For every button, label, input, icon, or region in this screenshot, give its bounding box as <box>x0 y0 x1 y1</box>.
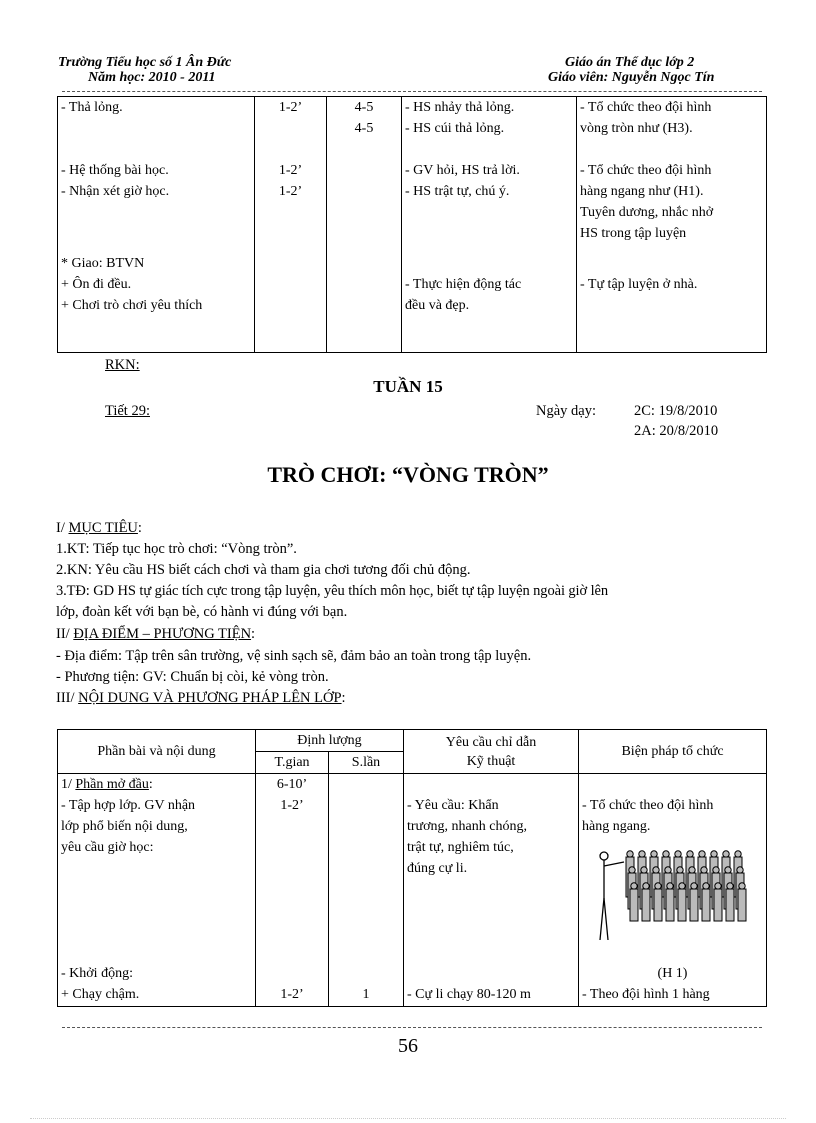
student-head <box>643 883 649 889</box>
student-body <box>714 889 722 921</box>
student-head <box>713 867 719 873</box>
section-place-heading: II/ ĐỊA ĐIỂM – PHƯƠNG TIỆN: <box>56 626 256 642</box>
cont-time-col: 1-2’ 1-2’ 1-2’ <box>255 97 327 353</box>
teacher-figure <box>600 852 624 940</box>
student-head <box>663 851 669 857</box>
student-body <box>678 889 686 921</box>
student-body <box>642 889 650 921</box>
goal-kt: 1.KT: Tiếp tục học trò chơi: “Vòng tròn”. <box>56 541 297 557</box>
student-head <box>701 867 707 873</box>
student-body <box>630 889 638 921</box>
student-head <box>725 867 731 873</box>
student-head <box>655 883 661 889</box>
student-body <box>654 889 662 921</box>
continuation-table <box>57 96 767 353</box>
student-head <box>651 851 657 857</box>
school-year: Năm học: 2010 - 2011 <box>88 70 216 85</box>
student-head <box>711 851 717 857</box>
header-time: T.gian <box>256 752 329 774</box>
student-body <box>702 889 710 921</box>
student-head <box>723 851 729 857</box>
student-head <box>679 883 685 889</box>
page-edge <box>30 1118 786 1119</box>
student-head <box>687 851 693 857</box>
student-head <box>689 867 695 873</box>
header-method: Biện pháp tổ chức <box>579 730 767 774</box>
cont-reps-col: 4-5 4-5 <box>327 97 402 353</box>
student-head <box>675 851 681 857</box>
student-head <box>727 883 733 889</box>
place-location: - Địa điểm: Tập trên sân trường, vệ sinh sạch sẽ, đảm bảo an toàn trong tập luyện. <box>56 648 532 664</box>
teach-date-label: Ngày dạy: <box>536 403 596 419</box>
header-rule <box>62 91 762 92</box>
goal-td: 3.TĐ: GD HS tự giác tích cực trong tập luyện, yêu thích môn học, biết tự tập luyện ngoài giờ lên <box>56 583 608 599</box>
header-content: Phần bài và nội dung <box>58 730 256 774</box>
section-content-heading: III/ NỘI DUNG VÀ PHƯƠNG PHÁP LÊN LỚP: <box>56 690 346 706</box>
body-method-col: - Tổ chức theo đội hình hàng ngang. (H 1) - Theo đội hình 1 hàng <box>579 774 767 1007</box>
student-head <box>665 867 671 873</box>
student-head <box>703 883 709 889</box>
body-time-col: 6-10’ 1-2’ 1-2’ <box>256 774 329 1007</box>
page-number: 56 <box>398 1035 418 1057</box>
body-times-col: 1 <box>329 774 404 1007</box>
student-head <box>641 867 647 873</box>
cont-content-col: - Thả lỏng. - Hệ thống bài học. - Nhận xét giờ học. * Giao: BTVN + Ôn đi đều. + Chơi trò chơi yêu thích <box>58 97 255 353</box>
body-requirements-col: - Yêu cầu: Khẩn trương, nhanh chóng, trật tự, nghiêm túc, đúng cự li. - Cự li chạy 80-120 m <box>404 774 579 1007</box>
body-content-col: 1/ Phần mở đầu: - Tập hợp lớp. GV nhận lớp phổ biến nội dung, yêu cầu giờ học: - Khởi động: + Chạy chậm. <box>58 774 256 1007</box>
student-body <box>666 889 674 921</box>
student-head <box>639 851 645 857</box>
student-body <box>738 889 746 921</box>
student-head <box>737 867 743 873</box>
student-head <box>629 867 635 873</box>
student-body <box>690 889 698 921</box>
student-head <box>631 883 637 889</box>
week-heading: TUẦN 15 <box>373 377 443 396</box>
goal-td-cont: lớp, đoàn kết với bạn bè, có hành vi đúng với bạn. <box>56 604 348 620</box>
student-head <box>677 867 683 873</box>
teach-date-2c: 2C: 19/8/2010 <box>634 403 718 419</box>
header-times: S.lần <box>329 752 404 774</box>
cont-requirements-col: - HS nhảy thả lỏng. - HS cúi thả lỏng. - GV hỏi, HS trả lời. - HS trật tự, chú ý. - Thực hiện động tác đều và đẹp. <box>402 97 577 353</box>
figure-label: (H 1) <box>657 966 688 981</box>
goal-kn: 2.KN: Yêu cầu HS biết cách chơi và tham gia chơi tương đối chủ động. <box>56 562 471 578</box>
formation-figure <box>594 848 754 944</box>
student-head <box>691 883 697 889</box>
student-head <box>627 851 633 857</box>
cont-method-col: - Tổ chức theo đội hình vòng tròn như (H3). - Tổ chức theo đội hình hàng ngang như (H1). Tuyên dương, nhắc nhở HS trong tập luyện - Tự tập luyện ở nhà. <box>577 97 767 353</box>
header-amount: Định lượng <box>256 730 404 752</box>
section-goals-heading: I/ MỤC TIÊU: <box>56 520 142 536</box>
part1-prefix: 1/ <box>61 777 76 792</box>
lesson-label: Tiết 29: <box>105 403 150 419</box>
teacher-name: Giáo viên: Nguyễn Ngọc Tín <box>548 70 715 85</box>
student-head <box>667 883 673 889</box>
subject-title: Giáo án Thể dục lớp 2 <box>565 55 695 70</box>
rkn-label: RKN: <box>105 357 140 373</box>
student-head <box>699 851 705 857</box>
student-body <box>726 889 734 921</box>
student-head <box>715 883 721 889</box>
footer-rule <box>62 1027 762 1028</box>
place-equipment: - Phương tiện: GV: Chuẩn bị còi, kẻ vòng tròn. <box>56 669 329 685</box>
header-requirements: Yêu cầu chỉ dẫn Kỹ thuật <box>404 730 579 774</box>
student-head <box>739 883 745 889</box>
teach-date-2a: 2A: 20/8/2010 <box>634 423 719 439</box>
school-name: Trường Tiểu học số 1 Ân Đức <box>58 55 232 70</box>
part1-label: Phần mở đầu <box>75 777 149 792</box>
lesson-title: TRÒ CHƠI: “VÒNG TRÒN” <box>267 462 549 487</box>
student-head <box>653 867 659 873</box>
student-head <box>735 851 741 857</box>
